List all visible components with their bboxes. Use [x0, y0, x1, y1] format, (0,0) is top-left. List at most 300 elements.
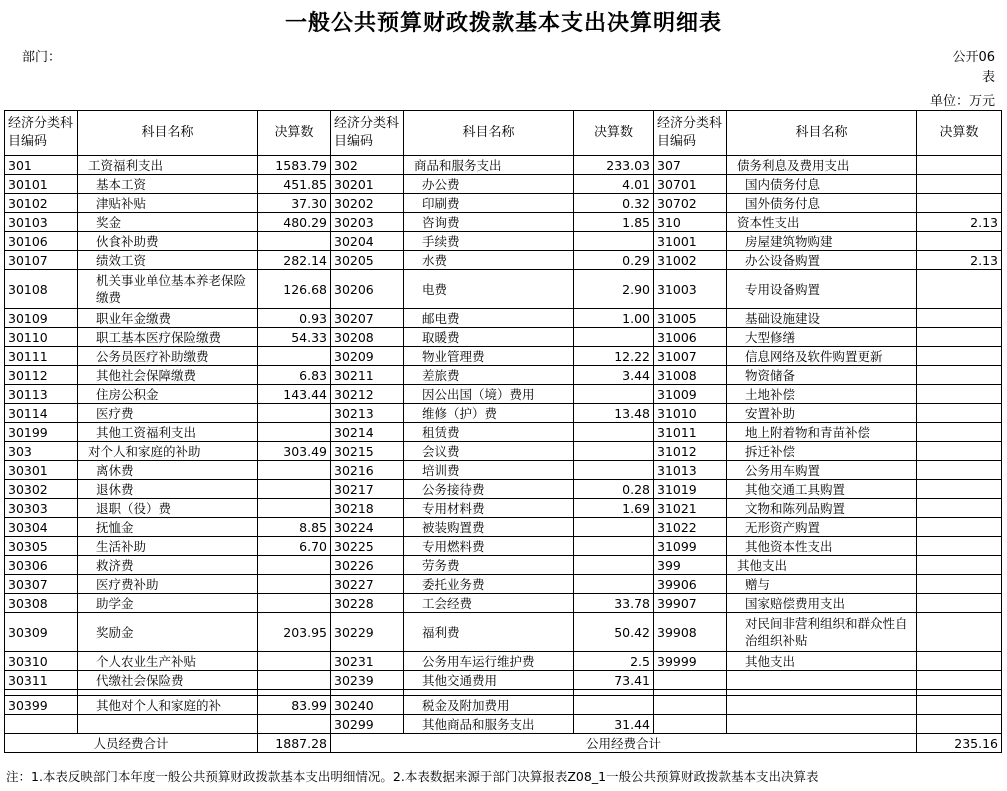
- cell-code-2: 30229: [331, 613, 404, 652]
- cell-name-1: 其他工资福利支出: [78, 423, 258, 442]
- cell-name-1: 机关事业单位基本养老保险缴费: [78, 270, 258, 309]
- table-row: [5, 175, 1002, 194]
- table-code-line1: 公开06: [952, 50, 995, 65]
- table-row: [5, 328, 1002, 347]
- cell-name-2: 其他商品和服务支出: [404, 715, 574, 734]
- cell-name-2: 公务接待费: [404, 480, 574, 499]
- cell-code-2: 30207: [331, 309, 404, 328]
- cell-name-3: [727, 671, 917, 690]
- cell-code-3: 30702: [654, 194, 727, 213]
- cell-code-1: 30302: [5, 480, 78, 499]
- cell-amount-2: 4.01: [574, 175, 654, 194]
- cell-amount-1: [258, 556, 331, 575]
- cell-name-2: 水费: [404, 251, 574, 270]
- cell-amount-3: [917, 715, 1002, 734]
- cell-amount-1: [258, 423, 331, 442]
- cell-name-2: 差旅费: [404, 366, 574, 385]
- cell-amount-3: [917, 556, 1002, 575]
- cell-amount-1: [258, 404, 331, 423]
- cell-code-2: 30203: [331, 213, 404, 232]
- cell-name-2: 手续费: [404, 232, 574, 251]
- cell-name-1: 个人农业生产补贴: [78, 652, 258, 671]
- cell-amount-2: 50.42: [574, 613, 654, 652]
- cell-code-1: 30306: [5, 556, 78, 575]
- table-row: [5, 518, 1002, 537]
- cell-name-1: 工资福利支出: [78, 156, 258, 175]
- cell-amount-3: [917, 347, 1002, 366]
- cell-amount-2: [574, 232, 654, 251]
- expenditure-table: [4, 110, 1002, 753]
- cell-code-2: 30216: [331, 461, 404, 480]
- cell-amount-3: [917, 175, 1002, 194]
- cell-name-1: 退职（役）费: [78, 499, 258, 518]
- footnote: 注：1.本表反映部门本年度一般公共预算财政拨款基本支出明细情况。2.本表数据来源于部门决算报表Z08_1一般公共预算财政拨款基本支出决算表: [6, 769, 819, 784]
- cell-name-2: 物业管理费: [404, 347, 574, 366]
- cell-code-2: 30218: [331, 499, 404, 518]
- cell-code-1: 30199: [5, 423, 78, 442]
- cell-amount-2: [574, 696, 654, 715]
- cell-amount-3: [917, 194, 1002, 213]
- cell-name-3: [727, 715, 917, 734]
- cell-code-2: 30225: [331, 537, 404, 556]
- cell-name-2: 电费: [404, 270, 574, 309]
- cell-name-1: 医疗费补助: [78, 575, 258, 594]
- cell-name-3: 对民间非营利组织和群众性自治组织补贴: [727, 613, 917, 652]
- cell-amount-3: [917, 366, 1002, 385]
- cell-code-2: 30224: [331, 518, 404, 537]
- cell-amount-2: 0.29: [574, 251, 654, 270]
- table-row: [5, 594, 1002, 613]
- cell-code-2: 30240: [331, 696, 404, 715]
- table-row: [5, 309, 1002, 328]
- table-row: [5, 652, 1002, 671]
- cell-code-2: 30228: [331, 594, 404, 613]
- cell-amount-3: [917, 461, 1002, 480]
- table-row: [5, 232, 1002, 251]
- cell-name-1: 公务员医疗补助缴费: [78, 347, 258, 366]
- header-amount-2: 决算数: [574, 111, 654, 156]
- table-row: [5, 613, 1002, 652]
- cell-amount-2: [574, 461, 654, 480]
- table-row: [5, 213, 1002, 232]
- cell-amount-2: 73.41: [574, 671, 654, 690]
- cell-amount-3: [917, 404, 1002, 423]
- cell-amount-3: [917, 518, 1002, 537]
- cell-code-2: 30208: [331, 328, 404, 347]
- cell-amount-2: 0.32: [574, 194, 654, 213]
- cell-amount-2: 1.85: [574, 213, 654, 232]
- table-code-line2: 表: [981, 70, 995, 85]
- cell-name-3: 赠与: [727, 575, 917, 594]
- table-row: [5, 461, 1002, 480]
- cell-code-3: 39907: [654, 594, 727, 613]
- cell-name-1: [78, 715, 258, 734]
- cell-name-3: 公务用车购置: [727, 461, 917, 480]
- cell-name-3: 资本性支出: [727, 213, 917, 232]
- cell-amount-2: [574, 518, 654, 537]
- cell-amount-1: [258, 461, 331, 480]
- cell-name-1: 基本工资: [78, 175, 258, 194]
- cell-code-2: 30209: [331, 347, 404, 366]
- personnel-total-label: 人员经费合计: [5, 734, 258, 753]
- header-name-3: 科目名称: [727, 111, 917, 156]
- table-row: [5, 194, 1002, 213]
- cell-name-2: 维修（护）费: [404, 404, 574, 423]
- cell-code-3: 399: [654, 556, 727, 575]
- totals-row: [5, 734, 1002, 753]
- cell-code-1: 30111: [5, 347, 78, 366]
- cell-name-1: 退休费: [78, 480, 258, 499]
- cell-amount-1: [258, 594, 331, 613]
- cell-code-1: 30311: [5, 671, 78, 690]
- cell-amount-1: 451.85: [258, 175, 331, 194]
- cell-name-1: 对个人和家庭的补助: [78, 442, 258, 461]
- cell-name-2: 取暖费: [404, 328, 574, 347]
- cell-amount-3: [917, 575, 1002, 594]
- header-amount-3: 决算数: [917, 111, 1002, 156]
- cell-code-2: 30226: [331, 556, 404, 575]
- cell-name-1: 生活补助: [78, 537, 258, 556]
- cell-name-3: 国内债务付息: [727, 175, 917, 194]
- cell-code-1: 30307: [5, 575, 78, 594]
- cell-name-3: 大型修缮: [727, 328, 917, 347]
- cell-amount-3: [917, 671, 1002, 690]
- cell-code-2: 30231: [331, 652, 404, 671]
- cell-code-3: 31005: [654, 309, 727, 328]
- cell-name-2: 因公出国（境）费用: [404, 385, 574, 404]
- cell-amount-2: [574, 328, 654, 347]
- cell-amount-2: 1.69: [574, 499, 654, 518]
- cell-amount-2: 233.03: [574, 156, 654, 175]
- cell-amount-1: 54.33: [258, 328, 331, 347]
- cell-code-1: 30103: [5, 213, 78, 232]
- cell-amount-3: [917, 423, 1002, 442]
- table-row: [5, 423, 1002, 442]
- cell-code-1: 30110: [5, 328, 78, 347]
- table-row: [5, 480, 1002, 499]
- cell-amount-1: [258, 575, 331, 594]
- cell-amount-1: [258, 480, 331, 499]
- cell-amount-1: 0.93: [258, 309, 331, 328]
- cell-amount-2: 31.44: [574, 715, 654, 734]
- cell-name-3: 安置补助: [727, 404, 917, 423]
- cell-name-2: 委托业务费: [404, 575, 574, 594]
- cell-code-2: 30205: [331, 251, 404, 270]
- cell-code-3: 31009: [654, 385, 727, 404]
- cell-amount-3: [917, 594, 1002, 613]
- header-name-1: 科目名称: [78, 111, 258, 156]
- cell-amount-1: 480.29: [258, 213, 331, 232]
- cell-amount-1: [258, 499, 331, 518]
- cell-code-3: 39999: [654, 652, 727, 671]
- cell-name-1: 伙食补助费: [78, 232, 258, 251]
- cell-name-3: 房屋建筑物购建: [727, 232, 917, 251]
- header-row: [5, 111, 1002, 156]
- cell-code-3: 307: [654, 156, 727, 175]
- cell-name-3: 基础设施建设: [727, 309, 917, 328]
- cell-code-3: 31011: [654, 423, 727, 442]
- cell-name-3: 物资储备: [727, 366, 917, 385]
- cell-code-3: 31021: [654, 499, 727, 518]
- cell-code-3: 39908: [654, 613, 727, 652]
- cell-amount-1: [258, 652, 331, 671]
- table-row: [5, 499, 1002, 518]
- cell-name-1: 其他对个人和家庭的补: [78, 696, 258, 715]
- cell-amount-1: 203.95: [258, 613, 331, 652]
- cell-name-2: 专用燃料费: [404, 537, 574, 556]
- cell-code-1: 303: [5, 442, 78, 461]
- cell-name-1: 其他社会保障缴费: [78, 366, 258, 385]
- cell-name-1: 代缴社会保险费: [78, 671, 258, 690]
- cell-name-2: 被装购置费: [404, 518, 574, 537]
- cell-code-1: 30102: [5, 194, 78, 213]
- cell-name-1: 奖励金: [78, 613, 258, 652]
- cell-code-1: 30101: [5, 175, 78, 194]
- cell-amount-2: [574, 423, 654, 442]
- table-row: [5, 696, 1002, 715]
- public-total-label: 公用经费合计: [331, 734, 917, 753]
- table-row: [5, 156, 1002, 175]
- cell-amount-1: [258, 347, 331, 366]
- cell-code-1: 30305: [5, 537, 78, 556]
- personnel-total-value: 1887.28: [258, 734, 331, 753]
- cell-amount-1: 303.49: [258, 442, 331, 461]
- cell-name-3: 地上附着物和青苗补偿: [727, 423, 917, 442]
- cell-code-2: 30206: [331, 270, 404, 309]
- cell-name-3: 办公设备购置: [727, 251, 917, 270]
- cell-amount-1: 83.99: [258, 696, 331, 715]
- cell-code-1: 30106: [5, 232, 78, 251]
- header-code-3: 经济分类科目编码: [654, 111, 727, 156]
- cell-amount-3: [917, 328, 1002, 347]
- cell-code-3: 31003: [654, 270, 727, 309]
- cell-name-1: 助学金: [78, 594, 258, 613]
- table-row: [5, 442, 1002, 461]
- cell-code-3: [654, 671, 727, 690]
- cell-amount-1: 6.70: [258, 537, 331, 556]
- cell-name-3: 信息网络及软件购置更新: [727, 347, 917, 366]
- cell-name-2: 其他交通费用: [404, 671, 574, 690]
- cell-code-3: 31022: [654, 518, 727, 537]
- cell-name-2: 印刷费: [404, 194, 574, 213]
- cell-code-1: 30399: [5, 696, 78, 715]
- cell-code-2: 30202: [331, 194, 404, 213]
- cell-name-2: 会议费: [404, 442, 574, 461]
- cell-name-1: 抚恤金: [78, 518, 258, 537]
- cell-amount-2: [574, 556, 654, 575]
- cell-name-2: 培训费: [404, 461, 574, 480]
- cell-code-2: 30214: [331, 423, 404, 442]
- cell-code-1: 30308: [5, 594, 78, 613]
- cell-name-1: 绩效工资: [78, 251, 258, 270]
- cell-name-3: 文物和陈列品购置: [727, 499, 917, 518]
- cell-amount-1: 126.68: [258, 270, 331, 309]
- cell-code-1: 30113: [5, 385, 78, 404]
- cell-name-3: 其他支出: [727, 556, 917, 575]
- cell-name-1: 职业年金缴费: [78, 309, 258, 328]
- cell-code-3: 31007: [654, 347, 727, 366]
- cell-name-3: 土地补偿: [727, 385, 917, 404]
- cell-amount-1: 6.83: [258, 366, 331, 385]
- cell-name-1: 救济费: [78, 556, 258, 575]
- cell-name-2: 工会经费: [404, 594, 574, 613]
- cell-code-3: [654, 715, 727, 734]
- unit-label: 单位：万元: [929, 94, 995, 109]
- cell-amount-2: 33.78: [574, 594, 654, 613]
- cell-code-2: 30213: [331, 404, 404, 423]
- cell-code-3: 31001: [654, 232, 727, 251]
- cell-code-3: 31013: [654, 461, 727, 480]
- cell-code-2: 30215: [331, 442, 404, 461]
- page-title: 一般公共预算财政拨款基本支出决算明细表: [284, 11, 722, 36]
- cell-amount-2: 2.5: [574, 652, 654, 671]
- cell-code-1: 30114: [5, 404, 78, 423]
- cell-amount-1: 1583.79: [258, 156, 331, 175]
- cell-code-1: 30108: [5, 270, 78, 309]
- cell-code-3: 31008: [654, 366, 727, 385]
- cell-amount-3: [917, 537, 1002, 556]
- cell-name-3: 债务利息及费用支出: [727, 156, 917, 175]
- table-row: [5, 715, 1002, 734]
- cell-amount-1: 143.44: [258, 385, 331, 404]
- cell-name-1: 职工基本医疗保险缴费: [78, 328, 258, 347]
- cell-code-2: 30239: [331, 671, 404, 690]
- cell-code-1: 301: [5, 156, 78, 175]
- cell-amount-3: [917, 613, 1002, 652]
- cell-code-1: 30309: [5, 613, 78, 652]
- cell-amount-1: 282.14: [258, 251, 331, 270]
- cell-name-2: 租赁费: [404, 423, 574, 442]
- cell-amount-3: [917, 652, 1002, 671]
- public-total-value: 235.16: [917, 734, 1002, 753]
- cell-amount-3: [917, 385, 1002, 404]
- cell-name-2: 福利费: [404, 613, 574, 652]
- cell-name-2: 商品和服务支出: [404, 156, 574, 175]
- cell-amount-3: [917, 442, 1002, 461]
- cell-name-1: 津贴补贴: [78, 194, 258, 213]
- cell-amount-1: [258, 232, 331, 251]
- header-code-1: 经济分类科目编码: [5, 111, 78, 156]
- cell-code-2: 30201: [331, 175, 404, 194]
- cell-amount-2: 0.28: [574, 480, 654, 499]
- header-amount-1: 决算数: [258, 111, 331, 156]
- cell-code-1: 30109: [5, 309, 78, 328]
- cell-name-3: 国外债务付息: [727, 194, 917, 213]
- cell-code-3: 31002: [654, 251, 727, 270]
- table-row: [5, 251, 1002, 270]
- cell-amount-2: 1.00: [574, 309, 654, 328]
- header-code-2: 经济分类科目编码: [331, 111, 404, 156]
- cell-name-1: 离休费: [78, 461, 258, 480]
- cell-name-2: 劳务费: [404, 556, 574, 575]
- cell-name-3: 其他资本性支出: [727, 537, 917, 556]
- cell-amount-3: 2.13: [917, 251, 1002, 270]
- cell-amount-2: 13.48: [574, 404, 654, 423]
- cell-code-3: 31019: [654, 480, 727, 499]
- cell-code-3: 31099: [654, 537, 727, 556]
- cell-code-2: 302: [331, 156, 404, 175]
- cell-code-1: 30304: [5, 518, 78, 537]
- cell-code-2: 30204: [331, 232, 404, 251]
- cell-name-1: 奖金: [78, 213, 258, 232]
- table-row: [5, 556, 1002, 575]
- cell-name-3: 专用设备购置: [727, 270, 917, 309]
- cell-code-3: 31006: [654, 328, 727, 347]
- cell-name-2: 专用材料费: [404, 499, 574, 518]
- cell-code-3: 310: [654, 213, 727, 232]
- cell-name-2: 公务用车运行维护费: [404, 652, 574, 671]
- cell-name-3: [727, 696, 917, 715]
- table-row: [5, 537, 1002, 556]
- cell-code-2: 30217: [331, 480, 404, 499]
- table-row: [5, 270, 1002, 309]
- cell-code-3: 31012: [654, 442, 727, 461]
- cell-amount-3: [917, 696, 1002, 715]
- table-row: [5, 671, 1002, 690]
- cell-amount-3: [917, 270, 1002, 309]
- cell-amount-3: [917, 480, 1002, 499]
- cell-name-1: 医疗费: [78, 404, 258, 423]
- cell-code-2: 30299: [331, 715, 404, 734]
- cell-amount-3: [917, 156, 1002, 175]
- cell-code-3: 30701: [654, 175, 727, 194]
- cell-code-1: 30310: [5, 652, 78, 671]
- cell-name-2: 税金及附加费用: [404, 696, 574, 715]
- header-name-2: 科目名称: [404, 111, 574, 156]
- cell-name-2: 邮电费: [404, 309, 574, 328]
- cell-name-3: 其他交通工具购置: [727, 480, 917, 499]
- cell-code-2: 30227: [331, 575, 404, 594]
- cell-code-1: 30107: [5, 251, 78, 270]
- cell-code-1: 30301: [5, 461, 78, 480]
- cell-name-1: 住房公积金: [78, 385, 258, 404]
- cell-amount-1: 8.85: [258, 518, 331, 537]
- cell-code-3: [654, 696, 727, 715]
- cell-name-2: 咨询费: [404, 213, 574, 232]
- cell-amount-2: [574, 385, 654, 404]
- cell-amount-1: [258, 715, 331, 734]
- cell-code-1: [5, 715, 78, 734]
- cell-code-2: 30211: [331, 366, 404, 385]
- cell-amount-3: [917, 232, 1002, 251]
- cell-name-3: 无形资产购置: [727, 518, 917, 537]
- table-code: [952, 48, 995, 88]
- cell-code-1: 30112: [5, 366, 78, 385]
- cell-amount-3: [917, 499, 1002, 518]
- cell-name-3: 国家赔偿费用支出: [727, 594, 917, 613]
- cell-code-3: 39906: [654, 575, 727, 594]
- cell-name-2: 办公费: [404, 175, 574, 194]
- cell-amount-2: 12.22: [574, 347, 654, 366]
- cell-name-3: 其他支出: [727, 652, 917, 671]
- cell-amount-2: [574, 442, 654, 461]
- cell-code-3: 31010: [654, 404, 727, 423]
- cell-amount-2: 3.44: [574, 366, 654, 385]
- table-row: [5, 385, 1002, 404]
- department-label: 部门：: [22, 50, 62, 65]
- cell-amount-2: 2.90: [574, 270, 654, 309]
- cell-code-1: 30303: [5, 499, 78, 518]
- cell-amount-2: [574, 537, 654, 556]
- cell-amount-1: [258, 671, 331, 690]
- cell-name-3: 拆迁补偿: [727, 442, 917, 461]
- table-row: [5, 575, 1002, 594]
- cell-amount-3: 2.13: [917, 213, 1002, 232]
- cell-amount-2: [574, 575, 654, 594]
- table-row: [5, 404, 1002, 423]
- cell-amount-1: 37.30: [258, 194, 331, 213]
- table-row: [5, 347, 1002, 366]
